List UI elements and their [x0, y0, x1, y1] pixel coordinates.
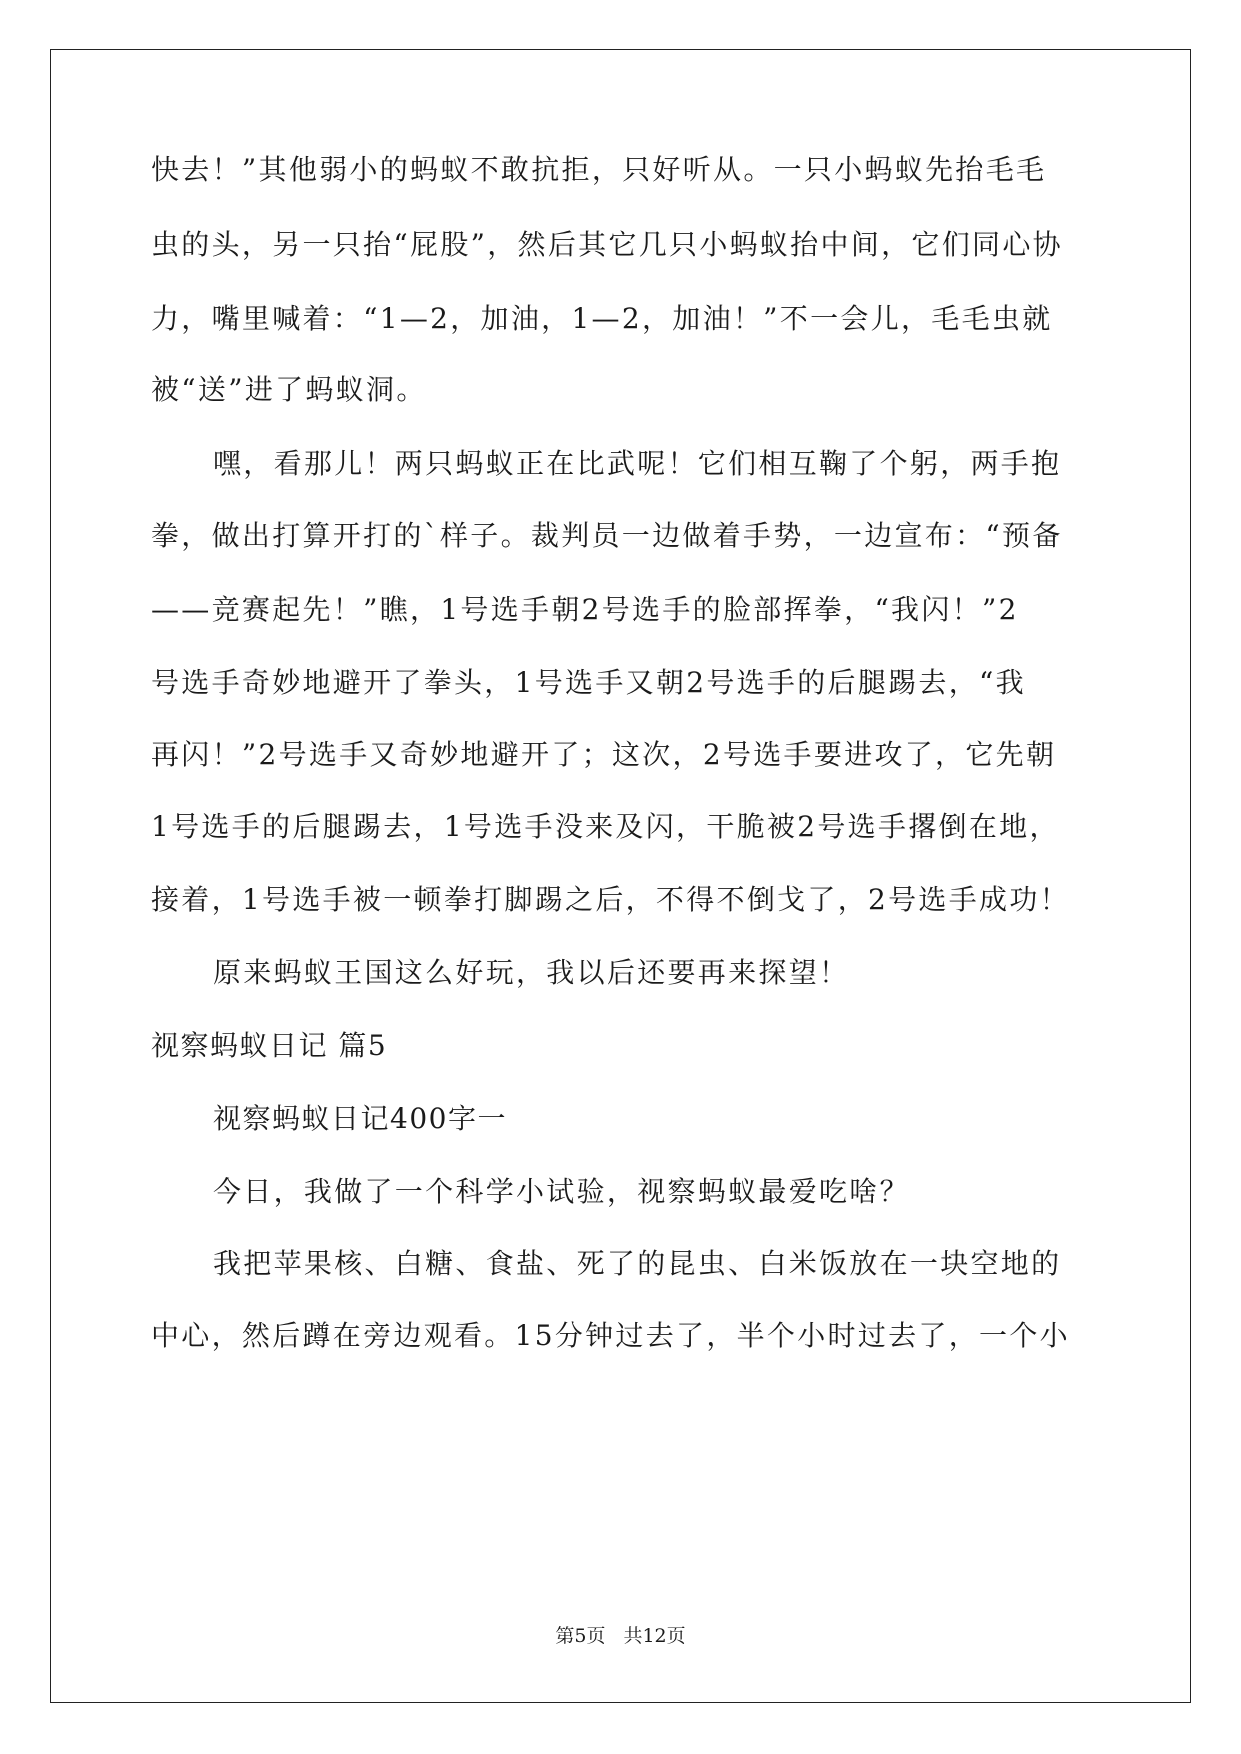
- text-line: 号选手奇妙地避开了拳头，1号选手又朝2号选手的后腿踢去，“我: [151, 666, 1026, 699]
- text-line: 快去！”其他弱小的蚂蚁不敢抗拒，只好听从。一只小蚂蚁先抬毛毛: [151, 153, 1047, 186]
- text-line: 再闪！”2号选手又奇妙地避开了；这次，2号选手要进攻了，它先朝: [151, 738, 1057, 771]
- section-heading: 视察蚂蚁日记 篇5: [151, 1029, 388, 1062]
- paragraph-first-line: 我把苹果核、白糖、食盐、死了的昆虫、白米饭放在一块空地的: [213, 1247, 1062, 1280]
- text-line: 拳，做出打算开打的`样子。裁判员一边做着手势，一边宣布：“预备: [151, 519, 1063, 552]
- paragraph-first-line: 原来蚂蚁王国这么好玩，我以后还要再来探望！: [213, 956, 850, 989]
- text-line: 虫的头，另一只抬“屁股”，然后其它几只小蚂蚁抬中间，它们同心协: [151, 228, 1063, 261]
- text-line: ——竞赛起先！”瞧，1号选手朝2号选手的脸部挥拳，“我闪！”2: [151, 593, 1019, 626]
- page-border: [50, 49, 1191, 1703]
- text-line: 1号选手的后腿踢去，1号选手没来及闪，干脆被2号选手撂倒在地，: [151, 810, 1060, 843]
- text-line: 接着，1号选手被一顿拳打脚踢之后，不得不倒戈了，2号选手成功！: [151, 883, 1070, 916]
- subheading: 视察蚂蚁日记400字一: [213, 1102, 507, 1135]
- paragraph-first-line: 今日，我做了一个科学小试验，视察蚂蚁最爱吃啥？: [213, 1175, 910, 1208]
- page-number: 第5页: [555, 1625, 606, 1647]
- text-line: 中心，然后蹲在旁边观看。15分钟过去了，半个小时过去了，一个小: [151, 1319, 1070, 1352]
- text-line: 力，嘴里喊着：“1—2，加油，1—2，加油！”不一会儿，毛毛虫就: [151, 302, 1053, 335]
- page-footer: [0, 1624, 1241, 1648]
- page-total: 共12页: [623, 1625, 686, 1647]
- text-line: 被“送”进了蚂蚁洞。: [151, 373, 427, 406]
- paragraph-first-line: 嘿，看那儿！两只蚂蚁正在比武呢！它们相互鞠了个躬，两手抱: [213, 447, 1062, 480]
